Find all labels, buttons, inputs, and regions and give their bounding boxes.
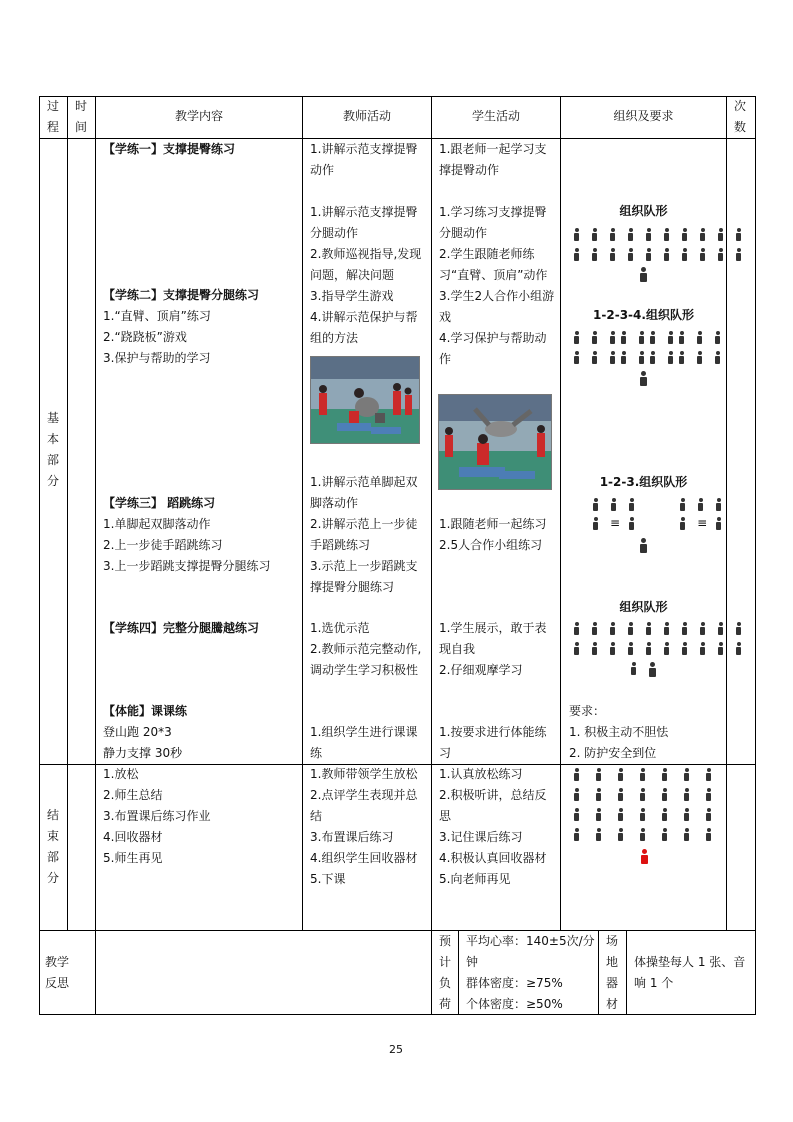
grid-line <box>755 96 756 1015</box>
drill-3-items: 1.单脚起双脚落动作 2.上一步徒手蹈跳练习 3.上一步蹈跳支撑提臀分腿练习 <box>103 517 271 573</box>
teacher-activity-2: 1.讲解示范支撑提臀分腿动作 2.教师巡视指导,发现问题，解决问题 3.指导学生游戏 4.讲解示范保护与帮组的方法 <box>310 205 422 345</box>
formation-4-row <box>573 622 753 635</box>
drill-2-items: 1.“直臂、顶肩”练习 2.“跷跷板”游戏 3.保护与帮助的学习 <box>103 309 211 365</box>
grid-line <box>626 930 627 1014</box>
requirements-title: 要求： <box>569 704 606 718</box>
header-student: 学生活动 <box>471 109 520 123</box>
drill-1-title: 【学练一】支撑提臀练习 <box>103 142 236 156</box>
venue-label: 场地器材 <box>605 934 618 1011</box>
requirements-items: 1. 积极主动不胆怯 2. 防护安全到位 <box>569 725 669 760</box>
formation-3-row: ≡ ≡ <box>592 517 733 530</box>
formation-1-title: 组织队形 <box>619 204 668 218</box>
student-activity-1: 1.跟老师一起学习支撑提臀动作 <box>439 142 547 177</box>
grid-line <box>458 930 459 1014</box>
drill-2-title: 【学练二】支撑提臀分腿练习 <box>103 288 260 302</box>
student-activity-3: 1.跟随老师一起练习 2.5人合作小组练习 <box>439 517 547 552</box>
drill-4-title: 【学练四】完整分腿騰越练习 <box>103 621 260 635</box>
reflection-label: 教学反思 <box>45 955 70 990</box>
header-teacher: 教师活动 <box>342 109 391 123</box>
grid-line <box>67 96 68 930</box>
header-content: 教学内容 <box>174 109 223 123</box>
load-text: 平均心率：140±5次/分钟 群体密度：≥75% 个体密度：≥50% <box>466 934 595 1011</box>
teacher-activity-4: 1.选优示范 2.教师示范完整动作,调动学生学习积极性 <box>310 621 422 677</box>
venue-text: 体操垫每人 1 张、音响 1 个 <box>634 955 746 990</box>
student-activity-5: 1.按要求进行体能练习 <box>439 725 547 760</box>
formation-4-row <box>573 642 753 655</box>
fitness-items: 登山跑 20*3 静力支撑 30秒 <box>103 725 183 760</box>
section-label-ending: 结束部分 <box>46 808 59 885</box>
fitness-title: 【体能】课课练 <box>103 704 188 718</box>
ending-formation-row <box>573 828 723 841</box>
header-time: 时间 <box>74 99 87 134</box>
formation-3-row <box>592 498 733 511</box>
ending-student-activity: 1.认真放松练习 2.积极听讲，总结反思 3.记住课后练习 4.积极认真回收器材 5.向老师再见 <box>439 767 547 886</box>
ending-teacher-activity: 1.教师带领学生放松 2.点评学生表现并总结 3.布置课后练习 4.组织学生回收器材 5.下课 <box>310 767 418 886</box>
ending-formation-teacher <box>640 849 660 864</box>
grid-line <box>726 96 727 930</box>
teacher-demo-photo <box>310 356 420 444</box>
grid-line <box>39 96 756 97</box>
teacher-activity-3: 1.讲解示范单脚起双脚落动作 2.讲解示范上一步徒手蹈跳练习 3.示范上一步蹈跳支撑提臀分腿练习 <box>310 475 418 594</box>
formation-2-row <box>573 351 732 364</box>
load-label: 预计负荷 <box>438 934 451 1011</box>
page-number: 25 <box>389 1043 403 1056</box>
section-label-basic: 基本部分 <box>46 411 59 488</box>
formation-2-teacher <box>639 371 659 386</box>
drill-3-title: 【学练三】 蹈跳练习 <box>103 496 216 510</box>
grid-line <box>95 96 96 1015</box>
teacher-activity-5: 1.组织学生进行课课练 <box>310 725 418 760</box>
grid-line <box>302 96 303 930</box>
grid-line <box>39 930 756 931</box>
header-organization: 组织及要求 <box>613 109 674 123</box>
ending-formation-row <box>573 808 723 821</box>
grid-line <box>39 1014 756 1015</box>
grid-line <box>431 96 432 1015</box>
student-practice-photo <box>438 394 552 490</box>
formation-4-title: 组织队形 <box>619 600 668 614</box>
ending-content: 1.放松 2.师生总结 3.布置课后练习作业 4.回收器材 5.师生再见 <box>103 767 211 865</box>
formation-4-teachers <box>630 662 668 677</box>
student-activity-2: 1.学习练习支撑提臀分腿动作 2.学生跟随老师练习“直臂、顶肩”动作 3.学生2人合作小组游戏 4.学习保护与帮助动作 <box>439 205 555 366</box>
formation-1-row <box>573 228 753 241</box>
header-process: 过程 <box>46 99 59 134</box>
formation-2-row <box>573 331 732 344</box>
teacher-activity-1: 1.讲解示范支撑提臀动作 <box>310 142 418 177</box>
formation-3-teacher <box>639 538 659 553</box>
formation-3-title: 1-2-3.组织队形 <box>599 475 688 489</box>
formation-2-title: 1-2-3-4.组织队形 <box>593 308 694 322</box>
ending-formation-row <box>573 788 723 801</box>
ending-formation-row <box>573 768 723 781</box>
formation-1-row <box>573 248 753 261</box>
grid-line <box>598 930 599 1014</box>
student-activity-4: 1.学生展示，敢于表现自我 2.仔细观摩学习 <box>439 621 547 677</box>
formation-1-teacher <box>639 267 659 282</box>
grid-line <box>39 96 40 1015</box>
header-count: 次数 <box>733 99 746 134</box>
